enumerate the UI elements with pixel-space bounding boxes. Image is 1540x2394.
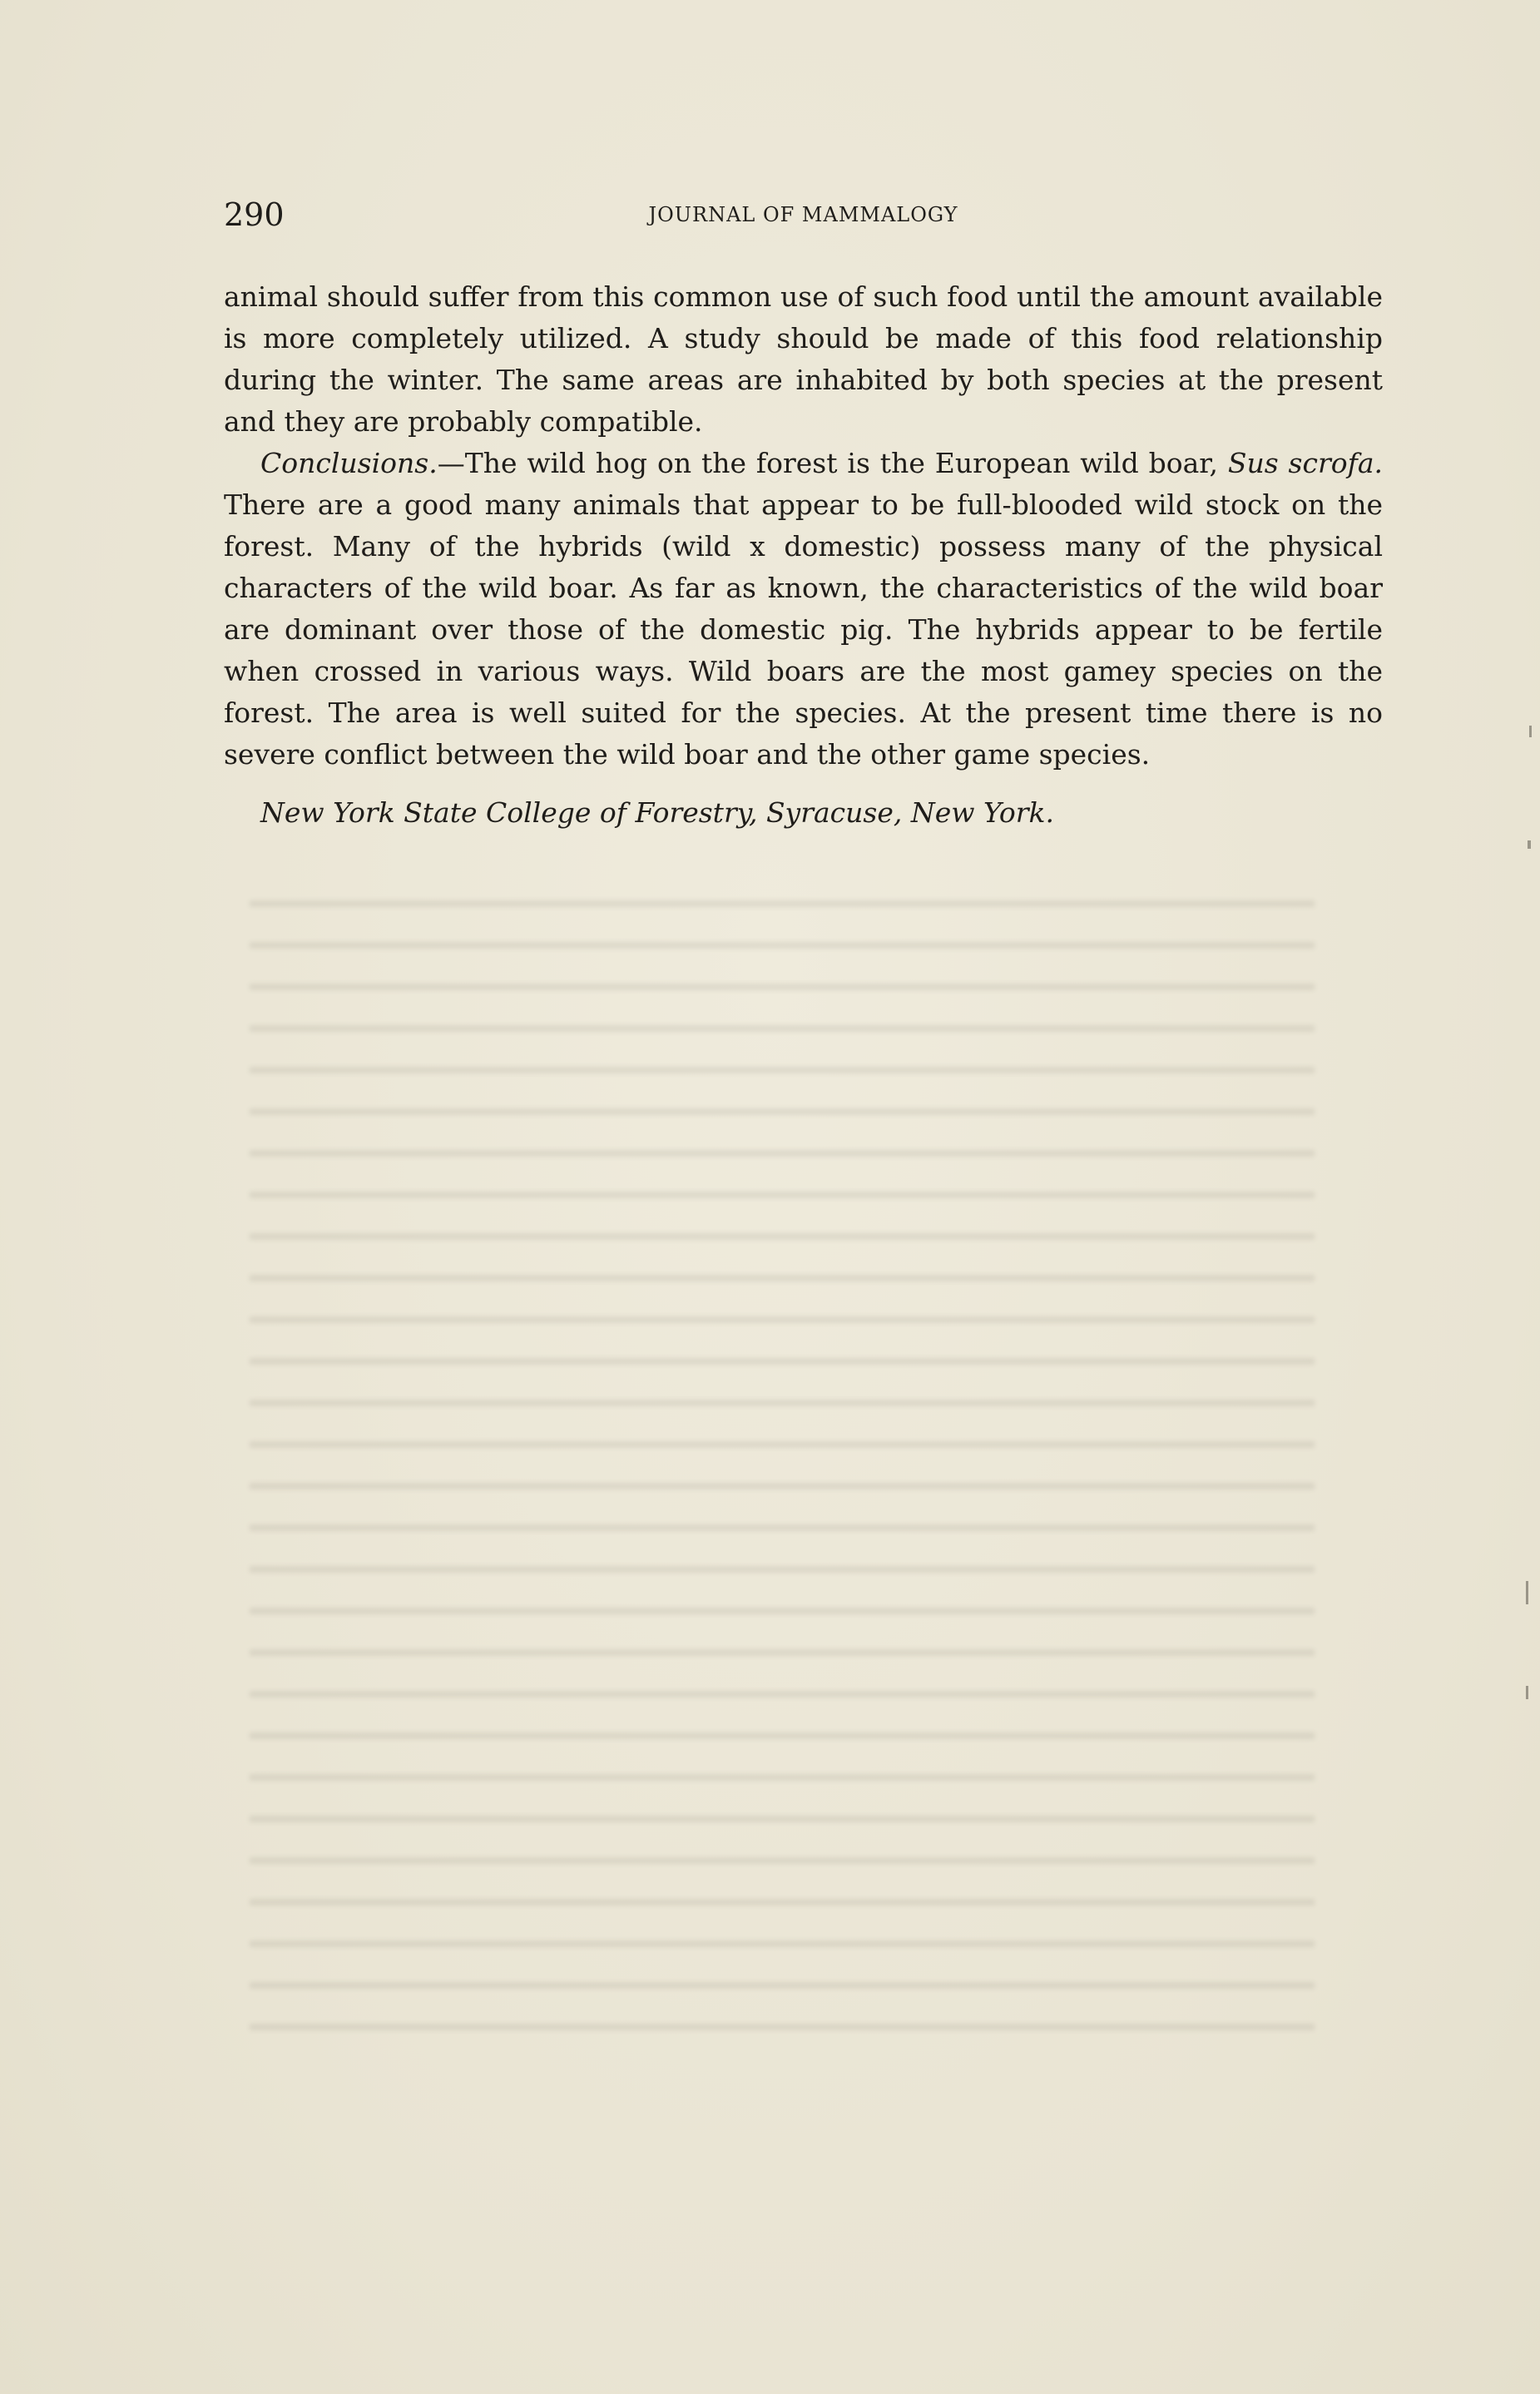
page-number: 290: [224, 196, 285, 233]
conclusions-text-1: —The wild hog on the forest is the European wild boar,: [437, 447, 1228, 479]
page-header: [224, 190, 1383, 240]
conclusions-heading: Conclusions.: [260, 447, 438, 479]
paragraph-continued: animal should suffer from this common use of such food until the amount available is more completely utilized. A study should be made of this food relationship during the winter. The same areas are inhabited by both species at the present and they are probably compatible.: [224, 280, 1383, 438]
edge-mark: [1526, 1581, 1528, 1604]
edge-mark: [1526, 1686, 1528, 1699]
edge-mark: [1529, 726, 1532, 737]
show-through-texture: [250, 882, 1315, 2064]
species-name: Sus scrofa.: [1227, 447, 1383, 479]
author-affiliation: New York State College of Forestry, Syracuse, New York.: [260, 796, 1055, 829]
conclusions-text-2: There are a good many animals that appear to be full-blooded wild stock on the forest. Many of the hybrids (wild x domestic) possess many of the physical characters of the wild boar. As far as known, the characteristics of the wild boar are dominant over those of the domestic pig. The hybrids appear to be fertile when crossed in various ways. Wild boars are the most gamey species on the forest. The area is well suited for the species. At the present time there is no severe conflict between the wild boar and the other game species.: [224, 488, 1383, 771]
conclusions-paragraph: [224, 443, 1383, 776]
running-head: JOURNAL OF MAMMALOGY: [648, 203, 958, 226]
edge-mark: [1528, 840, 1531, 849]
article-body: [224, 276, 1383, 834]
